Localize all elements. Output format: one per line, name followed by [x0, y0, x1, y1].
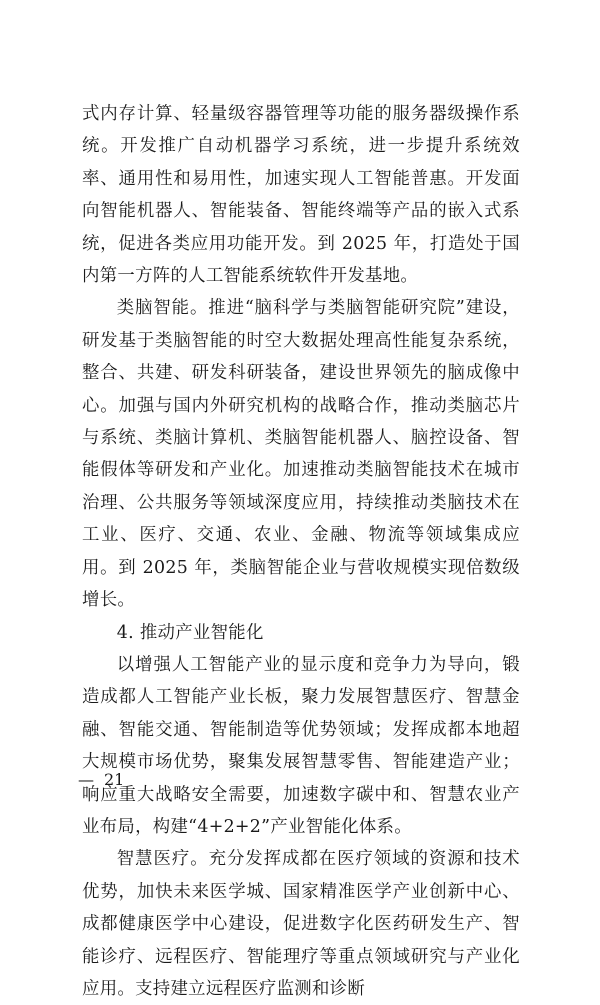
paragraph-industry-intelligence-intro: 以增强人工智能产业的显示度和竞争力为导向，锻造成都人工智能产业长板，聚力发展智慧医疗、智慧金融、智能交通、智能制造等优势领域；发挥成都本地超大规模市场优势，聚集发展智慧零售、智能建造产业；响应重大战略安全需要，加速数字碳中和、智慧农业产业布局，构建“4+2+2”产业智能化体系。	[82, 654, 520, 837]
page-footer	[78, 770, 124, 789]
paragraph-os-development: 式内存计算、轻量级容器管理等功能的服务器级操作系统。开发推广自动机器学习系统，进一步提升系统效率、通用性和易用性，加速实现人工智能普惠。开发面向智能机器人、智能装备、智能终端等产品的嵌入式系统，促进各类应用功能开发。到 2025 年，打造处于国内第一方阵的人工智能系统软件开发基地。	[82, 104, 520, 287]
paragraph-smart-healthcare: 智慧医疗。充分发挥成都在医疗领域的资源和技术优势，加快未来医学城、国家精准医学产业创新中心、成都健康医学中心建设，促进数字化医药研发生产、智能诊疗、远程医疗、智能理疗等重点领域研究与产业化应用。支持建立远程医疗监测和诊断	[82, 849, 520, 999]
footer-dash: —	[78, 770, 94, 789]
section-heading-industry-intelligence: 4. 推动产业智能化	[116, 622, 264, 643]
page-number: 21	[104, 770, 125, 789]
paragraph-brain-inspired-intelligence: 类脑智能。推进“脑科学与类脑智能研究院”建设，研发基于类脑智能的时空大数据处理高性能复杂系统，整合、共建、研发科研装备，建设世界领先的脑成像中心。加强与国内外研究机构的战略合作，推动类脑芯片与系统、类脑计算机、类脑智能机器人、脑控设备、智能假体等研发和产业化。加速推动类脑智能技术在城市治理、公共服务等领域深度应用，持续推动类脑技术在工业、医疗、交通、农业、金融、物流等领域集成应用。到 2025 年，类脑智能企业与营收规模实现倍数级增长。	[82, 298, 520, 611]
body-text	[82, 98, 520, 1005]
